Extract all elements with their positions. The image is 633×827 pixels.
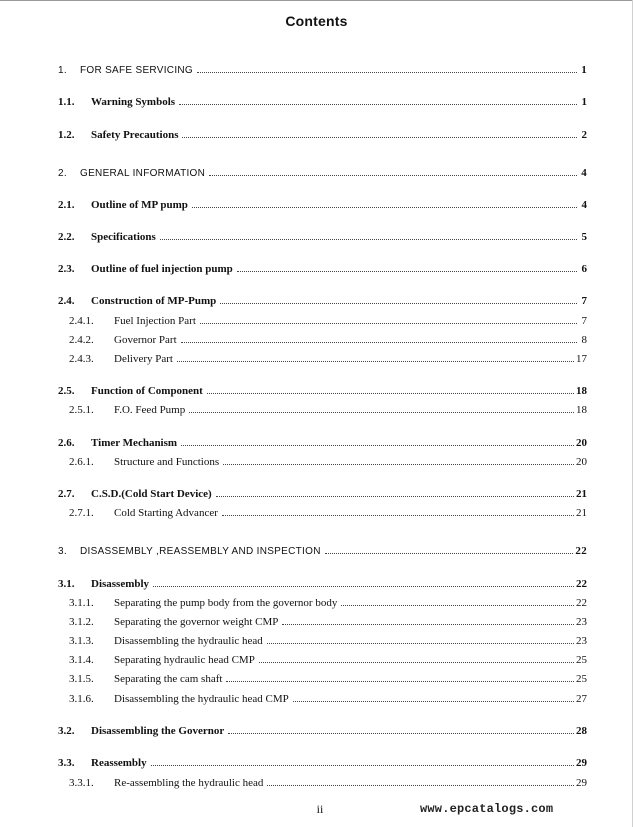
toc-entry-number: 3.1.3.: [69, 635, 94, 647]
toc-leader-dots: [267, 785, 574, 786]
toc-entry-number: 1.1.: [58, 96, 75, 108]
toc-entry[interactable]: [58, 756, 587, 770]
toc-entry-label: Re-assembling the hydraulic head: [114, 777, 264, 789]
toc-entry-number: 2.3.: [58, 263, 75, 275]
toc-leader-dots: [222, 515, 574, 516]
toc-entry-label: Cold Starting Advancer: [114, 507, 218, 519]
toc-entry-page: 23: [576, 635, 587, 647]
toc-entry-page: 8: [581, 334, 587, 346]
toc-leader-dots: [237, 271, 577, 272]
toc-leader-dots: [182, 137, 577, 138]
toc-entry[interactable]: [69, 403, 587, 417]
toc-entry[interactable]: [69, 692, 587, 706]
toc-entry-label: Delivery Part: [114, 353, 173, 365]
toc-entry[interactable]: [69, 776, 587, 790]
toc-entry[interactable]: [58, 384, 587, 398]
toc-leader-dots: [179, 104, 577, 105]
toc-entry-page: 7: [581, 295, 587, 307]
toc-entry-label: C.S.D.(Cold Start Device): [91, 488, 212, 500]
toc-leader-dots: [293, 701, 574, 702]
toc-entry-label: Specifications: [91, 231, 156, 243]
toc-entry-page: 5: [581, 231, 587, 243]
toc-leader-dots: [226, 681, 574, 682]
toc-entry-label: Timer Mechanism: [91, 437, 178, 449]
toc-leader-dots: [223, 464, 574, 465]
toc-entry[interactable]: [58, 544, 587, 558]
toc-entry-number: 2.4.: [58, 295, 75, 307]
toc-entry-label: Disassembly: [91, 578, 150, 590]
toc-leader-dots: [177, 361, 574, 362]
toc-entry-page: 17: [576, 353, 587, 365]
toc-entry[interactable]: [58, 487, 587, 501]
toc-entry-page: 25: [576, 654, 587, 666]
top-border: [0, 0, 633, 1]
toc-entry[interactable]: [69, 455, 587, 469]
toc-entry-page: 4: [581, 167, 587, 179]
toc-entry[interactable]: [58, 230, 587, 244]
toc-entry-label: Fuel Injection Part: [114, 315, 196, 327]
toc-entry-page: 4: [581, 199, 587, 211]
toc-entry-label: GENERAL INFORMATION: [80, 168, 206, 179]
toc-entry-number: 2.4.2.: [69, 334, 94, 346]
toc-leader-dots: [200, 323, 577, 324]
toc-entry-number: 2.7.: [58, 488, 75, 500]
toc-entry-page: 23: [576, 616, 587, 628]
toc-entry[interactable]: [69, 672, 587, 686]
toc-entry[interactable]: [58, 198, 587, 212]
toc-entry-number: 2.4.3.: [69, 353, 94, 365]
toc-entry-number: 2.: [58, 168, 67, 179]
toc-entry[interactable]: [69, 314, 587, 328]
toc-entry-number: 2.1.: [58, 199, 75, 211]
toc-leader-dots: [259, 662, 574, 663]
toc-entry-label: DISASSEMBLY ,REASSEMBLY AND INSPECTION: [80, 546, 321, 557]
toc-entry-page: 22: [576, 578, 587, 590]
toc-entry-number: 3.2.: [58, 725, 75, 737]
toc-entry-number: 3.3.1.: [69, 777, 94, 789]
toc-leader-dots: [153, 586, 574, 587]
toc-entry[interactable]: [58, 95, 587, 109]
toc-entry-number: 2.5.: [58, 385, 75, 397]
toc-entry-number: 3.1.: [58, 578, 75, 590]
toc-entry-number: 2.2.: [58, 231, 75, 243]
toc-entry[interactable]: [58, 294, 587, 308]
toc-leader-dots: [181, 445, 574, 446]
toc-entry-page: 22: [576, 597, 587, 609]
toc-leader-dots: [207, 393, 574, 394]
toc-leader-dots: [151, 765, 574, 766]
toc-entry-page: 29: [576, 777, 587, 789]
toc-entry-label: Disassembling the Governor: [91, 725, 225, 737]
toc-entry-number: 2.6.: [58, 437, 75, 449]
toc-entry-label: Function of Component: [91, 385, 203, 397]
toc-entry-number: 1.: [58, 65, 67, 76]
toc-entry-label: FOR SAFE SERVICING: [80, 65, 194, 76]
toc-entry-number: 3.1.5.: [69, 673, 94, 685]
toc-entry-label: Disassembling the hydraulic head CMP: [114, 693, 289, 705]
toc-entry-number: 3.1.2.: [69, 616, 94, 628]
toc-entry-page: 25: [576, 673, 587, 685]
toc-entry-number: 2.4.1.: [69, 315, 94, 327]
toc-entry-number: 2.5.1.: [69, 404, 94, 416]
toc-entry-label: Structure and Functions: [114, 456, 220, 468]
toc-entry-page: 18: [576, 404, 587, 416]
toc-entry-label: Separating the pump body from the governor body: [114, 597, 338, 609]
toc-entry-page: 20: [576, 437, 587, 449]
toc-entry[interactable]: [58, 262, 587, 276]
toc-leader-dots: [181, 342, 577, 343]
toc-entry-number: 3.1.4.: [69, 654, 94, 666]
toc-entry-number: 3.1.1.: [69, 597, 94, 609]
toc-entry[interactable]: [58, 577, 587, 591]
toc-leader-dots: [341, 605, 574, 606]
toc-entry-number: 3.1.6.: [69, 693, 94, 705]
toc-entry-number: 2.6.1.: [69, 456, 94, 468]
watermark: www.epcatalogs.com: [420, 802, 554, 816]
toc-entry-number: 3.3.: [58, 757, 75, 769]
toc-entry-label: Separating the cam shaft: [114, 673, 223, 685]
toc-leader-dots: [209, 175, 577, 176]
toc-entry[interactable]: [58, 436, 587, 450]
toc-entry-label: F.O. Feed Pump: [114, 404, 186, 416]
toc-entry-page: 2: [581, 129, 587, 141]
toc-entry[interactable]: [69, 352, 587, 366]
toc-entry-page: 1: [581, 96, 587, 108]
page-title: Contents: [285, 13, 348, 29]
toc-entry-number: 1.2.: [58, 129, 75, 141]
toc-leader-dots: [220, 303, 577, 304]
toc-entry-label: Separating the governor weight CMP: [114, 616, 279, 628]
toc-leader-dots: [160, 239, 577, 240]
toc-leader-dots: [267, 643, 574, 644]
toc-entry-page: 1: [581, 64, 587, 76]
toc-entry-label: Disassembling the hydraulic head: [114, 635, 263, 647]
toc-entry-number: 2.7.1.: [69, 507, 94, 519]
toc-entry-page: 7: [581, 315, 587, 327]
toc-entry-label: Outline of MP pump: [91, 199, 188, 211]
toc-leader-dots: [282, 624, 574, 625]
toc-entry[interactable]: [69, 653, 587, 667]
toc-leader-dots: [216, 496, 574, 497]
toc-leader-dots: [189, 412, 574, 413]
toc-entry[interactable]: [69, 596, 587, 610]
toc-entry-label: Governor Part: [114, 334, 177, 346]
toc-entry-page: 21: [576, 488, 587, 500]
toc-entry-page: 22: [575, 545, 587, 557]
toc-entry[interactable]: [69, 634, 587, 648]
toc-entry-page: 20: [576, 456, 587, 468]
toc-entry-page: 27: [576, 693, 587, 705]
toc-entry-label: Safety Precautions: [91, 129, 179, 141]
toc-entry-page: 29: [576, 757, 587, 769]
toc-entry-page: 28: [576, 725, 587, 737]
toc-entry[interactable]: [58, 63, 587, 77]
toc-entry[interactable]: [69, 333, 587, 347]
toc-entry-label: Reassembly: [91, 757, 147, 769]
toc-entry[interactable]: [58, 724, 587, 738]
toc-entry-label: Separating hydraulic head CMP: [114, 654, 255, 666]
toc-entry-page: 6: [581, 263, 587, 275]
toc-entry[interactable]: [69, 506, 587, 520]
toc-entry-number: 3.: [58, 546, 67, 557]
toc-entry[interactable]: [58, 128, 587, 142]
toc-entry[interactable]: [69, 615, 587, 629]
footer-page-number: ii: [316, 802, 324, 816]
toc-entry-label: Construction of MP-Pump: [91, 295, 217, 307]
toc-entry-label: Warning Symbols: [91, 96, 176, 108]
toc-entry-page: 21: [576, 507, 587, 519]
toc-leader-dots: [197, 72, 577, 73]
toc-leader-dots: [325, 553, 574, 554]
toc-entry-label: Outline of fuel injection pump: [91, 263, 233, 275]
toc-leader-dots: [192, 207, 577, 208]
toc-entry-page: 18: [576, 385, 587, 397]
toc-leader-dots: [228, 733, 574, 734]
toc-entry[interactable]: [58, 166, 587, 180]
